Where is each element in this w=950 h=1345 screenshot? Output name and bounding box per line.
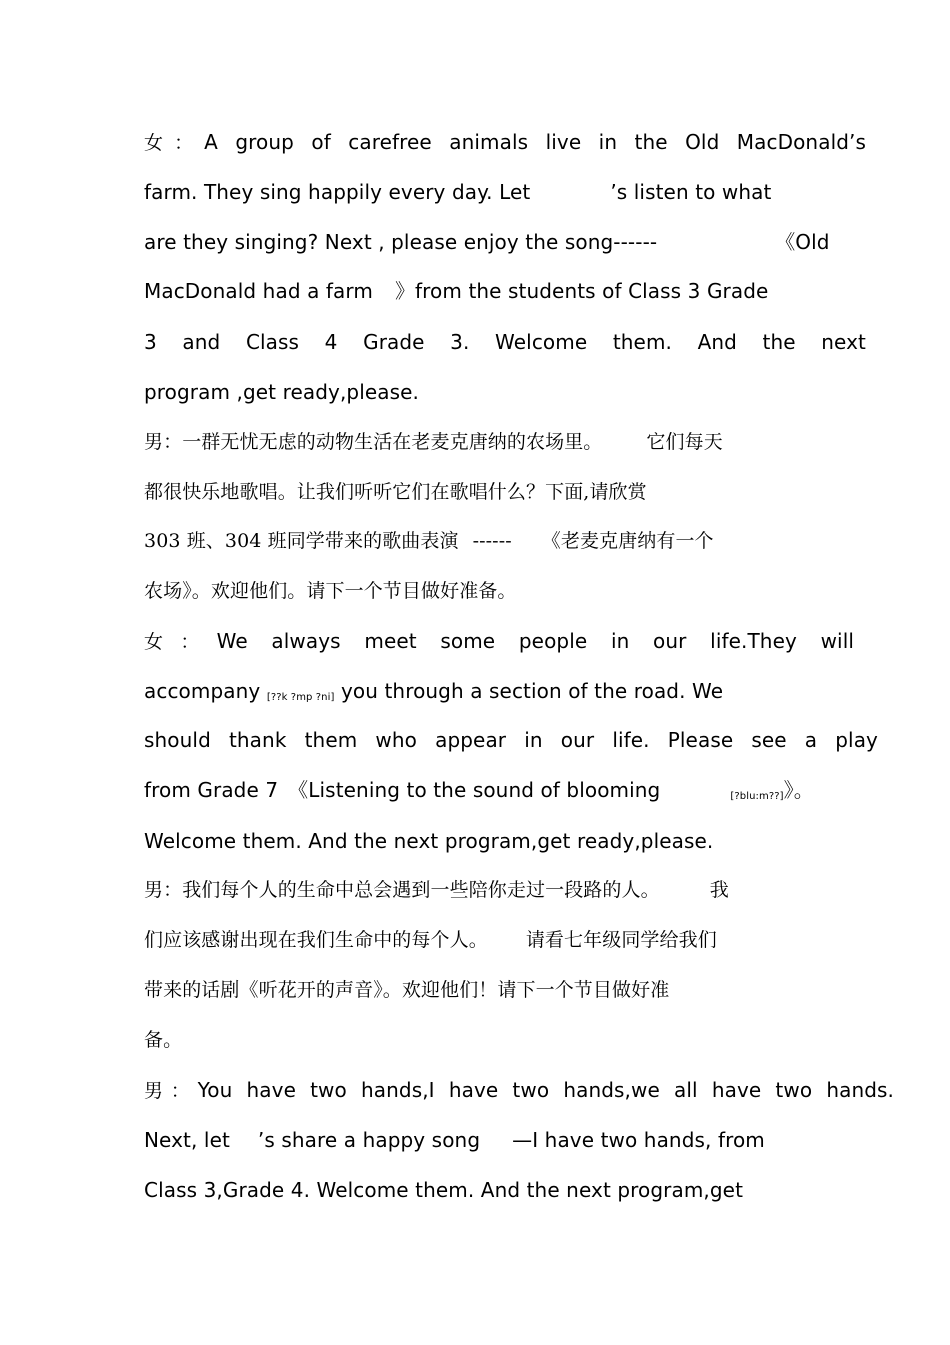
text-line bbox=[144, 578, 517, 604]
line-text: Welcome them. And the next program,get ready,please. bbox=[144, 829, 714, 853]
line-text: 带来的话剧《听花开的声音》。欢迎他们！请下一个节目做好准 bbox=[144, 979, 670, 1001]
line-text: 《Old bbox=[775, 230, 830, 254]
line-text: We always meet some people in our life.They will bbox=[216, 629, 855, 653]
line-text: ------ bbox=[472, 530, 512, 552]
line-text: ’s listen to what bbox=[610, 180, 772, 204]
text-line bbox=[144, 429, 723, 455]
line-text: are they singing? Next , please enjoy the song------ bbox=[144, 230, 658, 254]
line-text: You have two hands,I have two hands,we all have two hands. bbox=[197, 1078, 894, 1102]
text-line bbox=[144, 479, 647, 505]
line-text: ’s share a happy song bbox=[257, 1128, 481, 1152]
text-line bbox=[144, 179, 771, 205]
text-line bbox=[144, 1027, 182, 1053]
text-line bbox=[144, 678, 723, 711]
line-text: 请看七年级同学给我们 bbox=[525, 929, 717, 951]
speaker-label: 男： bbox=[144, 879, 183, 901]
line-text: 3 and Class 4 Grade 3. Welcome them. And the next bbox=[144, 330, 866, 354]
line-text: 303 班、304 班同学带来的歌曲表演 bbox=[144, 530, 459, 552]
line-text: A group of carefree animals live in the Old MacDonald’s bbox=[204, 130, 866, 154]
text-line bbox=[144, 927, 717, 953]
text-line bbox=[144, 1077, 894, 1104]
line-text: 它们每天 bbox=[646, 431, 723, 453]
text-line bbox=[144, 628, 854, 655]
text-line bbox=[144, 278, 768, 304]
text-line bbox=[144, 727, 878, 753]
line-text: 我 bbox=[709, 879, 729, 901]
line-text: —I have two hands, from bbox=[512, 1128, 765, 1152]
text-line bbox=[144, 528, 714, 554]
line-text: 》。 bbox=[783, 778, 814, 802]
text-line bbox=[144, 977, 669, 1003]
speaker-label: 女： bbox=[144, 132, 205, 154]
line-text: 备。 bbox=[144, 1029, 183, 1051]
line-text: 都很快乐地歌唱。让我们听听它们在歌唱什么？下面,请欣赏 bbox=[144, 481, 647, 503]
line-text: should thank them who appear in our life. Please see a play bbox=[144, 728, 878, 752]
text-line bbox=[144, 229, 830, 255]
line-text: 《Listening to the sound of blooming bbox=[288, 778, 661, 802]
phonetic-note: [?blu:m??] bbox=[730, 791, 784, 802]
text-line bbox=[144, 877, 729, 903]
line-text: you through a section of the road. We bbox=[340, 679, 724, 703]
line-text: Class 3,Grade 4. Welcome them. And the next program,get bbox=[144, 1178, 744, 1202]
phonetic-note: [??k ?mp ?ni] bbox=[266, 692, 335, 703]
speaker-label: 男： bbox=[144, 431, 183, 453]
line-text: program ,get ready,please. bbox=[144, 380, 420, 404]
line-text: 一群无忧无虑的动物生活在老麦克唐纳的农场里。 bbox=[182, 431, 603, 453]
text-line bbox=[144, 129, 866, 156]
line-text: 农场》。欢迎他们。请下一个节目做好准备。 bbox=[144, 580, 517, 602]
line-text: 》from the students of Class 3 Grade bbox=[394, 279, 769, 303]
text-line bbox=[144, 379, 419, 405]
line-text: farm. They sing happily every day. Let bbox=[144, 180, 531, 204]
line-text: 《老麦克唐纳有一个 bbox=[541, 530, 714, 552]
line-text: 我们每个人的生命中总会遇到一些陪你走过一段路的人。 bbox=[182, 879, 660, 901]
text-line bbox=[144, 1177, 743, 1203]
speaker-label: 女： bbox=[144, 631, 217, 653]
text-line bbox=[144, 828, 713, 854]
line-text: from Grade 7 bbox=[144, 778, 279, 802]
line-text: accompany bbox=[144, 679, 261, 703]
text-line bbox=[144, 329, 866, 355]
speaker-label: 男： bbox=[144, 1080, 198, 1102]
line-text: 们应该感谢出现在我们生命中的每个人。 bbox=[144, 929, 488, 951]
line-text: Next, let bbox=[144, 1128, 230, 1152]
line-text: MacDonald had a farm bbox=[144, 279, 373, 303]
text-line bbox=[144, 777, 814, 810]
text-line bbox=[144, 1127, 765, 1153]
